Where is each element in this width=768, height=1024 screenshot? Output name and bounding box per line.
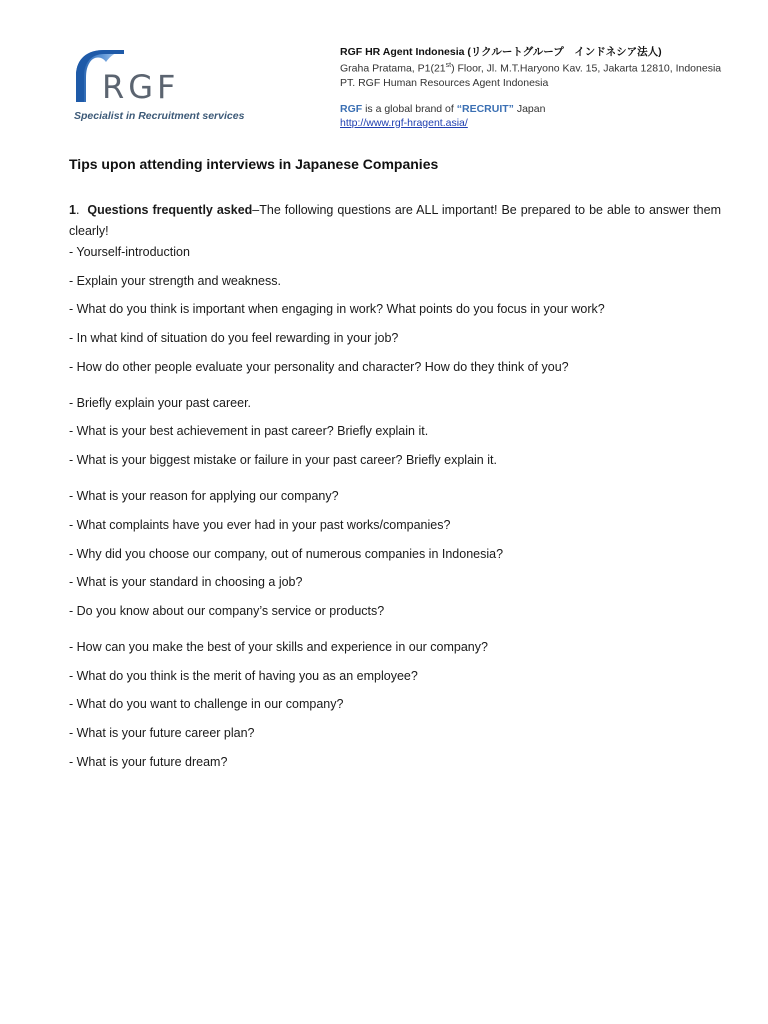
question-item: - What do you think is important when engaging in work? What points do you focus in your work? [69, 302, 605, 317]
address: Graha Pratama, P1(21st) Floor, Jl. M.T.Haryono Kav. 15, Jakarta 12810, Indonesia [340, 62, 722, 75]
question-item: - How do other people evaluate your personality and character? How do they think of you? [69, 359, 569, 374]
section-heading: Questions frequently asked [87, 203, 253, 217]
question-item: - What is your future career plan? [69, 725, 255, 740]
question-groups [69, 242, 721, 773]
brand-statement: RGF is a global brand of “RECRUIT” Japan [340, 102, 546, 115]
question-item: - Briefly explain your past career. [69, 395, 252, 410]
question-item: - Yourself-introduction [69, 245, 190, 259]
question-group [69, 486, 721, 622]
question-item: - What is your best achievement in past career? Briefly explain it. [69, 424, 429, 439]
document-body [69, 200, 721, 780]
question-item: - In what kind of situation do you feel rewarding in your job? [69, 331, 399, 346]
question-group [69, 242, 721, 378]
document-title: Tips upon attending interviews in Japanese Companies [69, 156, 439, 172]
logo-tagline: Specialist in Recruitment services [74, 110, 245, 122]
question-item: - Explain your strength and weakness. [69, 273, 281, 288]
question-item: - Do you know about our company’s service or products? [69, 603, 385, 618]
question-item: - What is your future dream? [69, 754, 228, 769]
section-1-intro: 1. Questions frequently asked–The following questions are ALL important! Be prepared to be able to answer them clearly! [69, 203, 721, 238]
rgf-logo [72, 46, 262, 126]
section-intro-text: –The following questions are ALL important! Be prepared to be able to answer them clearly! [69, 203, 721, 238]
question-item: - What is your biggest mistake or failure in your past career? Briefly explain it. [69, 453, 497, 468]
question-item: - Why did you choose our company, out of numerous companies in Indonesia? [69, 546, 504, 561]
question-item: - What do you want to challenge in our company? [69, 697, 344, 712]
question-item: - What is your standard in choosing a job? [69, 575, 303, 590]
company-header [340, 45, 740, 130]
question-item: - What do you think is the merit of having you as an employee? [69, 668, 418, 683]
company-name: PT. RGF Human Resources Agent Indonesia [340, 76, 549, 89]
question-item: - What complaints have you ever had in your past works/companies? [69, 517, 451, 532]
question-group [69, 393, 721, 471]
website-link[interactable]: http://www.rgf-hragent.asia/ [340, 116, 468, 129]
org-name: RGF HR Agent Indonesia (リクルートグループ インドネシア法人) [340, 46, 662, 58]
logo-wordmark: RGF [102, 68, 180, 106]
question-item: - How can you make the best of your skills and experience in our company? [69, 639, 488, 654]
section-number: 1 [69, 203, 76, 217]
question-group [69, 637, 721, 773]
question-item: - What is your reason for applying our company? [69, 489, 339, 504]
